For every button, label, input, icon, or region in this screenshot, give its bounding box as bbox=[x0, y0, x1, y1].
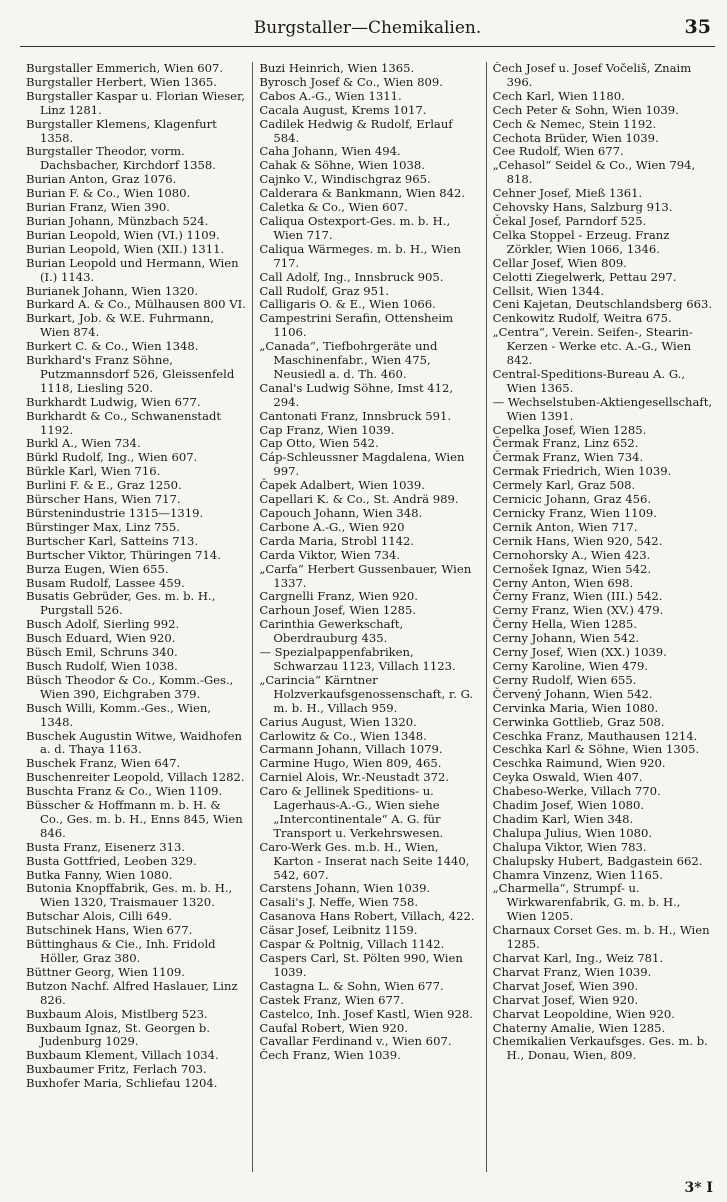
directory-entry: Carius August, Wien 1320. bbox=[259, 714, 417, 729]
directory-entry: Ceyka Oswald, Wien 407. bbox=[492, 770, 643, 785]
directory-entry: Caliqua Wärmeges. m. b. H., Wien 717. bbox=[259, 241, 461, 270]
directory-entry: Čekal Josef, Parndorf 525. bbox=[492, 213, 647, 228]
directory-entry: Cerny Rudolf, Wien 655. bbox=[492, 672, 637, 687]
directory-entry: Charvat Leopoldine, Wien 920. bbox=[492, 1006, 675, 1021]
directory-entry: Burtscher Karl, Satteins 713. bbox=[26, 533, 199, 548]
directory-entry: Buschta Franz & Co., Wien 1109. bbox=[26, 784, 223, 799]
directory-entry: Carinthia Gewerkschaft, Oberdrauburg 435. bbox=[259, 617, 404, 646]
directory-entry: Carlowitz & Co., Wien 1348. bbox=[259, 728, 427, 743]
directory-entry: Buxbaum Ignaz, St. Georgen b. Judenburg 1029. bbox=[26, 1020, 211, 1049]
directory-entry: Charnaux Corset Ges. m. b. H., Wien 1285. bbox=[492, 923, 710, 952]
directory-entry: Charvat Josef, Wien 390. bbox=[492, 978, 639, 993]
directory-entry: Calderara & Bankmann, Wien 842. bbox=[259, 186, 466, 201]
directory-entry: Burian Leopold, Wien (VI.) 1109. bbox=[26, 227, 220, 242]
directory-entry: Charvat Karl, Ing., Weiz 781. bbox=[492, 951, 664, 965]
directory-entry: Cerny Karoline, Wien 479. bbox=[492, 658, 649, 673]
directory-entry: Cech Peter & Sohn, Wien 1039. bbox=[492, 102, 679, 117]
directory-entry: Cabos A.-G., Wien 1311. bbox=[259, 88, 402, 103]
directory-entry: Cehner Josef, Mieß 1361. bbox=[492, 186, 643, 201]
directory-entry: Burkart, Job. & W.E. Fuhrmann, Wien 874. bbox=[26, 311, 214, 340]
directory-entry: Bürkl Rudolf, Ing., Wien 607. bbox=[26, 450, 198, 465]
directory-entry: Cernik Hans, Wien 920, 542. bbox=[492, 533, 663, 548]
directory-entry: Buschek Franz, Wien 647. bbox=[26, 756, 181, 771]
directory-entry: Cellsit, Wien 1344. bbox=[492, 283, 605, 298]
directory-entry: Central-Speditions-Bureau A. G., Wien 1365. bbox=[492, 366, 686, 395]
directory-entry: Cech & Nemec, Stein 1192. bbox=[492, 116, 657, 131]
directory-entry: Cernošek Ignaz, Wien 542. bbox=[492, 561, 652, 576]
directory-entry: Chaterny Amalie, Wien 1285. bbox=[492, 1020, 666, 1035]
directory-entry: Čech Josef u. Josef Vočeliš, Znaim 396. bbox=[492, 62, 692, 89]
directory-entry: — Wechselstuben-Aktiengesellschaft, Wien 1391. bbox=[492, 394, 713, 423]
directory-entry: Cäsar Josef, Leibnitz 1159. bbox=[259, 923, 418, 938]
directory-entry: Cerny Josef, Wien (XX.) 1039. bbox=[492, 645, 667, 660]
directory-entry: Carniel Alois, Wr.-Neustadt 372. bbox=[259, 770, 450, 785]
directory-entry: Burian Leopold und Hermann, Wien (I.) 1143. bbox=[26, 255, 239, 284]
directory-entry: Burian Franz, Wien 390. bbox=[26, 200, 170, 215]
directory-entry: Černy Franz, Wien (III.) 542. bbox=[492, 589, 663, 604]
directory-entry: Charvat Josef, Wien 920. bbox=[492, 992, 639, 1007]
directory-entry: Byrosch Josef & Co., Wien 809. bbox=[259, 74, 443, 89]
directory-entry: Carstens Johann, Wien 1039. bbox=[259, 881, 431, 896]
directory-entry: Ceni Kajetan, Deutschlandsberg 663. bbox=[492, 297, 713, 312]
directory-entry: Burkard A. & Co., Mülhausen 800 VI. bbox=[26, 297, 246, 312]
directory-entry: Burkhard's Franz Söhne, Putzmannsdorf 526, Gleissenfeld 1118, Liesling 520. bbox=[26, 353, 235, 395]
directory-entry: Cermak Friedrich, Wien 1039. bbox=[492, 464, 672, 479]
directory-entry: Busam Rudolf, Lassee 459. bbox=[26, 575, 185, 590]
directory-entry: Čech Franz, Wien 1039. bbox=[259, 1048, 401, 1063]
directory-entry: Cap Otto, Wien 542. bbox=[259, 436, 379, 451]
directory-entry: Čermak Franz, Linz 652. bbox=[492, 436, 639, 451]
directory-entry: Butschinek Hans, Wien 677. bbox=[26, 923, 193, 938]
directory-entry: Cahak & Söhne, Wien 1038. bbox=[259, 158, 425, 173]
directory-entry: Cargnelli Franz, Wien 920. bbox=[259, 589, 418, 604]
directory-entry: Bürstenindustrie 1315—1319. bbox=[26, 506, 204, 520]
directory-entry: Ceschka Raimund, Wien 920. bbox=[492, 756, 666, 771]
directory-entry: Chadim Karl, Wien 348. bbox=[492, 811, 634, 826]
directory-entry: Bürstinger Max, Linz 755. bbox=[26, 519, 180, 534]
directory-entry: Büttinghaus & Cie., Inh. Fridold Höller, Graz 380. bbox=[26, 937, 216, 965]
column-middle bbox=[252, 62, 485, 1172]
directory-entry: Buschenreiter Leopold, Villach 1282. bbox=[26, 770, 245, 785]
column-right bbox=[486, 62, 719, 1172]
directory-entry: Cehovsky Hans, Salzburg 913. bbox=[492, 200, 673, 215]
directory-entry: Cernohorsky A., Wien 423. bbox=[492, 547, 651, 562]
directory-entry: Calligaris O. & E., Wien 1066. bbox=[259, 297, 436, 312]
directory-entry: Butschar Alois, Cilli 649. bbox=[26, 909, 172, 924]
directory-entry: Burian Leopold, Wien (XII.) 1311. bbox=[26, 241, 225, 256]
directory-entry: Cavallar Ferdinand v., Wien 607. bbox=[259, 1034, 452, 1049]
directory-entry: Caufal Robert, Wien 920. bbox=[259, 1020, 408, 1035]
directory-entry: Ceschka Franz, Mauthausen 1214. bbox=[492, 728, 698, 743]
directory-entry: Cernicky Franz, Wien 1109. bbox=[492, 506, 657, 520]
directory-entry: Chalupa Viktor, Wien 783. bbox=[492, 839, 647, 854]
directory-entry: Burgstaller Kaspar u. Florian Wieser, Linz 1281. bbox=[26, 88, 245, 117]
directory-entry: Carbone A.-G., Wien 920 bbox=[259, 519, 405, 534]
directory-entry: Busch Eduard, Wien 920. bbox=[26, 631, 176, 646]
directory-entry: Burgstaller Herbert, Wien 1365. bbox=[26, 74, 217, 89]
directory-entry: „Centra“, Verein. Seifen-, Stearin-Kerzen - Werke etc. A.-G., Wien 842. bbox=[492, 325, 693, 368]
directory-entry: Burkhardt Ludwig, Wien 677. bbox=[26, 394, 201, 409]
directory-entry: Büttner Georg, Wien 1109. bbox=[26, 964, 185, 979]
directory-entry: Butka Fanny, Wien 1080. bbox=[26, 867, 173, 882]
directory-entry: Burgstaller Emmerich, Wien 607. bbox=[26, 62, 224, 75]
directory-entry: Cerny Anton, Wien 698. bbox=[492, 575, 634, 590]
directory-entry: Capouch Johann, Wien 348. bbox=[259, 506, 423, 520]
directory-entry: Cadilek Hedwig & Rudolf, Erlauf 584. bbox=[259, 116, 453, 145]
directory-entry: Celotti Ziegelwerk, Pettau 297. bbox=[492, 269, 677, 284]
directory-entry: Cerny Franz, Wien (XV.) 479. bbox=[492, 603, 664, 618]
directory-entry: Casanova Hans Robert, Villach, 422. bbox=[259, 909, 475, 924]
directory-entry: Buschek Augustin Witwe, Waidhofen a. d. Thaya 1163. bbox=[26, 728, 242, 757]
directory-entry: Busta Franz, Eisenerz 313. bbox=[26, 839, 186, 854]
directory-entry: Campestrini Serafin, Ottensheim 1106. bbox=[259, 311, 454, 340]
directory-entry: Burtscher Viktor, Thüringen 714. bbox=[26, 547, 221, 562]
directory-entry: Carda Maria, Strobl 1142. bbox=[259, 533, 415, 548]
directory-entry: „Carfa“ Herbert Gussenbauer, Wien 1337. bbox=[259, 561, 472, 590]
directory-entry: Caspers Carl, St. Pölten 990, Wien 1039. bbox=[259, 951, 463, 979]
directory-entry: „Cehasol“ Seidel & Co., Wien 794, 818. bbox=[492, 158, 696, 187]
directory-entry: Cepelka Josef, Wien 1285. bbox=[492, 422, 647, 437]
directory-entry: Busch Willi, Komm.-Ges., Wien, 1348. bbox=[26, 700, 211, 729]
directory-entry: Chalupa Julius, Wien 1080. bbox=[492, 825, 653, 840]
directory-entry: Busta Gottfried, Leoben 329. bbox=[26, 853, 197, 868]
directory-entry: Cenkowitz Rudolf, Weitra 675. bbox=[492, 311, 672, 326]
directory-entry: Carmine Hugo, Wien 809, 465. bbox=[259, 756, 442, 771]
directory-entry: Cechota Brüder, Wien 1039. bbox=[492, 130, 659, 145]
directory-entry: Bürkle Karl, Wien 716. bbox=[26, 464, 161, 479]
directory-entry: Cacala August, Krems 1017. bbox=[259, 102, 427, 117]
column-left bbox=[20, 62, 252, 1172]
directory-entry: Cellar Josef, Wien 809. bbox=[492, 255, 627, 270]
directory-entry: Busatis Gebrüder, Ges. m. b. H., Purgstall 526. bbox=[26, 589, 216, 618]
directory-entry: Burza Eugen, Wien 655. bbox=[26, 561, 169, 576]
directory-entry: Castek Franz, Wien 677. bbox=[259, 992, 404, 1007]
directory-entry: Cee Rudolf, Wien 677. bbox=[492, 144, 624, 159]
directory-entry: Černy Hella, Wien 1285. bbox=[492, 617, 637, 632]
directory-entry: Buzi Heinrich, Wien 1365. bbox=[259, 62, 415, 75]
directory-entry: Büsch Emil, Schruns 340. bbox=[26, 645, 178, 660]
directory-entry: Burkl A., Wien 734. bbox=[26, 436, 141, 451]
directory-entry: Call Rudolf, Graz 951. bbox=[259, 283, 390, 298]
directory-entry: Castagna L. & Sohn, Wien 677. bbox=[259, 978, 444, 993]
directory-entry: Cernik Anton, Wien 717. bbox=[492, 519, 638, 534]
directory-entry: Ceschka Karl & Söhne, Wien 1305. bbox=[492, 742, 700, 757]
directory-entry: Čapek Adalbert, Wien 1039. bbox=[259, 478, 425, 493]
directory-entry: Burian Johann, Münzbach 524. bbox=[26, 213, 209, 228]
directory-entry: Cerwinka Gottlieb, Graz 508. bbox=[492, 714, 665, 729]
directory-entry: Caletka & Co., Wien 607. bbox=[259, 200, 408, 215]
directory-entry: Cajnko V., Windischgraz 965. bbox=[259, 172, 431, 187]
directory-entry: Chadim Josef, Wien 1080. bbox=[492, 798, 645, 813]
directory-entry: Cernicic Johann, Graz 456. bbox=[492, 492, 652, 507]
directory-entry: Caliqua Ostexport-Ges. m. b. H., Wien 717. bbox=[259, 213, 451, 242]
directory-entry: „Canada“, Tiefbohrgeräte und Maschinenfabr., Wien 475, Neusiedl a. d. Th. 460. bbox=[259, 339, 438, 381]
directory-entry: Carmann Johann, Villach 1079. bbox=[259, 742, 443, 757]
directory-entry: Carda Viktor, Wien 734. bbox=[259, 547, 401, 562]
directory-entry: Burianek Johann, Wien 1320. bbox=[26, 283, 199, 298]
directory-entry: Chalupsky Hubert, Badgastein 662. bbox=[492, 853, 703, 868]
directory-columns bbox=[20, 62, 719, 1172]
directory-entry: Caspar & Poltnig, Villach 1142. bbox=[259, 937, 445, 952]
directory-entry: Call Adolf, Ing., Innsbruck 905. bbox=[259, 269, 444, 284]
running-title: Burgstaller—Chemikalien. bbox=[253, 18, 482, 38]
directory-entry: Butonia Knopffabrik, Ges. m. b. H., Wien 1320, Traismauer 1320. bbox=[26, 881, 233, 910]
directory-entry: Büsscher & Hoffmann m. b. H. & Co., Ges. m. b. H., Enns 845, Wien 846. bbox=[26, 798, 243, 840]
directory-entry: Casali's J. Neffe, Wien 758. bbox=[259, 895, 419, 910]
directory-entry: Chabeso-Werke, Villach 770. bbox=[492, 784, 661, 799]
directory-entry: Cerny Johann, Wien 542. bbox=[492, 631, 640, 646]
directory-entry: Caro & Jellinek Speditions- u. Lagerhaus-A.-G., Wien siehe „Intercontinentale“ A. G. für Transport u. Verkehrswesen. bbox=[259, 784, 444, 840]
directory-entry: Cermely Karl, Graz 508. bbox=[492, 478, 636, 493]
directory-entry: Celka Stoppel - Erzeug. Franz Zörkler, Wien 1066, 1346. bbox=[492, 227, 670, 256]
directory-entry: Chamra Vinzenz, Wien 1165. bbox=[492, 867, 663, 882]
directory-entry: Buxhofer Maria, Schliefau 1204. bbox=[26, 1076, 218, 1091]
page-header bbox=[20, 12, 715, 47]
directory-entry: Capellari K. & Co., St. Andrä 989. bbox=[259, 492, 459, 507]
directory-entry: Burkhardt & Co., Schwanenstadt 1192. bbox=[26, 408, 222, 437]
directory-entry: Caro-Werk Ges. m.b. H., Wien, Karton - Inserat nach Seite 1440, 542, 607. bbox=[259, 839, 470, 882]
directory-entry: Burkert C. & Co., Wien 1348. bbox=[26, 339, 199, 354]
page-number: 35 bbox=[684, 16, 711, 38]
directory-entry: Burlini F. & E., Graz 1250. bbox=[26, 478, 182, 493]
directory-entry: Burgstaller Klemens, Klagenfurt 1358. bbox=[26, 116, 217, 145]
directory-entry: Busch Rudolf, Wien 1038. bbox=[26, 658, 178, 673]
directory-entry: Cervinka Maria, Wien 1080. bbox=[492, 700, 659, 715]
directory-entry: Büsch Theodor & Co., Komm.-Ges., Wien 390, Eichgraben 379. bbox=[26, 672, 234, 701]
directory-entry: Buxbaumer Fritz, Ferlach 703. bbox=[26, 1062, 207, 1077]
directory-entry: Cech Karl, Wien 1180. bbox=[492, 88, 625, 103]
directory-entry: Cantonati Franz, Innsbruck 591. bbox=[259, 408, 452, 423]
directory-entry: „Carincia“ Kärntner Holzverkaufsgenossenschaft, r. G. m. b. H., Villach 959. bbox=[259, 672, 474, 715]
directory-entry: — Spezialpappenfabriken, Schwarzau 1123, Villach 1123. bbox=[259, 645, 456, 673]
directory-entry: Čermak Franz, Wien 734. bbox=[492, 450, 644, 465]
directory-entry: Castelco, Inh. Josef Kastl, Wien 928. bbox=[259, 1006, 473, 1021]
directory-entry: Bürscher Hans, Wien 717. bbox=[26, 492, 181, 507]
directory-entry: Cáp-Schleussner Magdalena, Wien 997. bbox=[259, 450, 465, 479]
directory-entry: Chemikalien Verkaufsges. Ges. m. b. H., Donau, Wien, 809. bbox=[492, 1034, 708, 1063]
directory-entry: Červený Johann, Wien 542. bbox=[492, 686, 653, 701]
directory-entry: Caha Johann, Wien 494. bbox=[259, 144, 401, 159]
directory-entry: Busch Adolf, Sierling 992. bbox=[26, 617, 180, 632]
directory-entry: Canal's Ludwig Söhne, Imst 412, 294. bbox=[259, 380, 454, 409]
directory-entry: Carhoun Josef, Wien 1285. bbox=[259, 603, 417, 618]
directory-entry: Burian F. & Co., Wien 1080. bbox=[26, 186, 191, 201]
directory-entry: „Charmella“, Strumpf- u. Wirkwarenfabrik, G. m. b. H., Wien 1205. bbox=[492, 881, 681, 924]
printer-signature: 3* I bbox=[684, 1180, 713, 1196]
directory-entry: Burgstaller Theodor, vorm. Dachsbacher, Kirchdorf 1358. bbox=[26, 144, 216, 173]
directory-entry: Charvat Franz, Wien 1039. bbox=[492, 964, 652, 979]
directory-entry: Burian Anton, Graz 1076. bbox=[26, 172, 177, 187]
directory-entry: Cap Franz, Wien 1039. bbox=[259, 422, 395, 437]
directory-entry: Buxbaum Klement, Villach 1034. bbox=[26, 1048, 219, 1063]
directory-entry: Butzon Nachf. Alfred Haslauer, Linz 826. bbox=[26, 978, 238, 1007]
directory-entry: Buxbaum Alois, Mistlberg 523. bbox=[26, 1006, 208, 1021]
